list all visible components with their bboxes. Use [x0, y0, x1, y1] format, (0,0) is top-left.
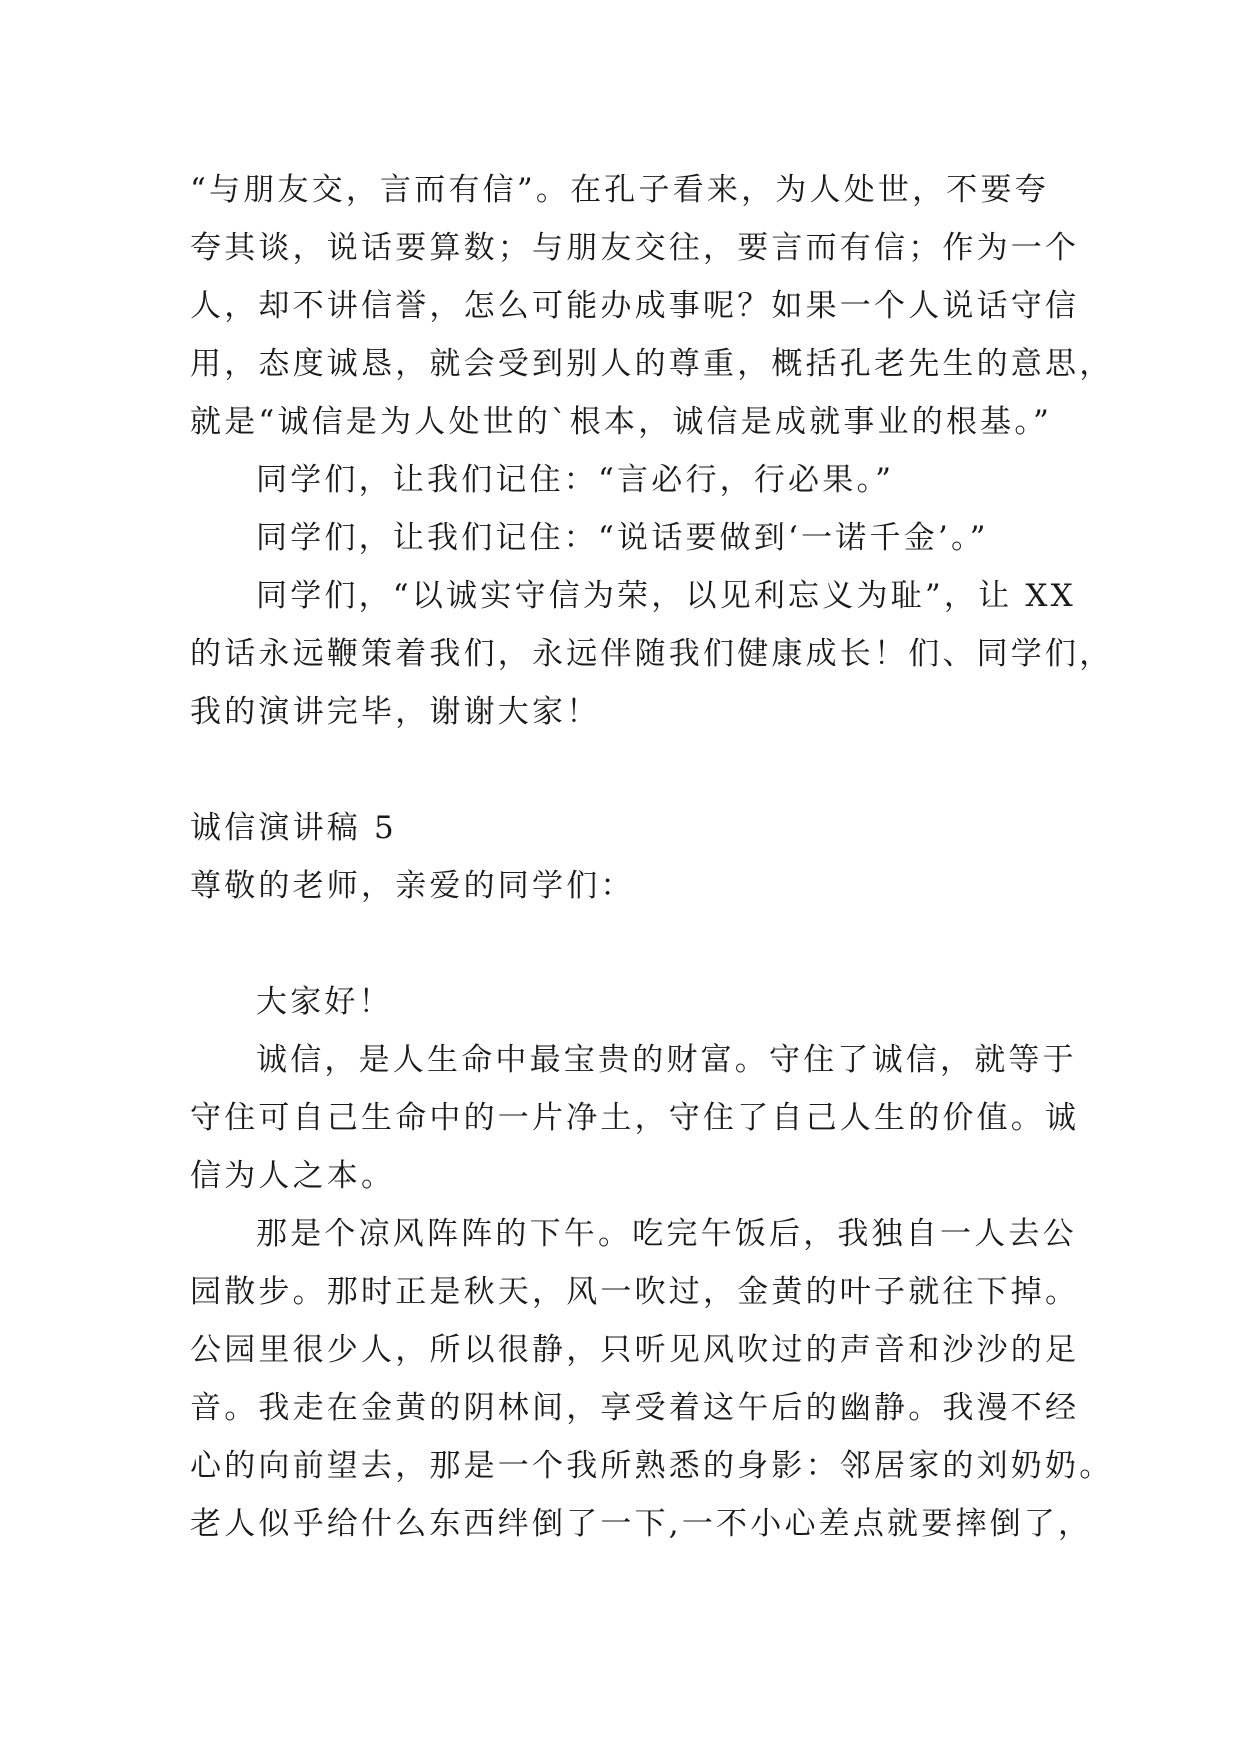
text-line: “与朋友交，言而有信”。在孔子看来，为人处世，不要夸: [190, 172, 1049, 208]
text-line: 守住可自己生命中的一片净土，守住了自己人生的价值。诚: [190, 1100, 1080, 1136]
text-line: 老人似乎给什么东西绊倒了一下,一不小心差点就要摔倒了，: [190, 1506, 1093, 1542]
text-line: 同学们，“以诚实守信为荣，以见利忘义为耻”，让 XX: [256, 578, 1076, 614]
salutation: 尊敬的老师，亲爱的同学们：: [190, 868, 635, 904]
text-line: 我的演讲完毕，谢谢大家！: [190, 694, 601, 730]
section-heading: 诚信演讲稿 5: [190, 810, 397, 846]
text-line: 夸其谈，说话要算数；与朋友交往，要言而有信；作为一个: [190, 230, 1080, 266]
text-line: 园散步。那时正是秋天，风一吹过，金黄的叶子就往下掉。: [190, 1274, 1080, 1310]
text-line: 同学们，让我们记住：“说话要做到‘一诺千金’。”: [256, 520, 989, 556]
text-line: 人，却不讲信誉，怎么可能办成事呢？如果一个人说话守信: [190, 288, 1080, 324]
text-line: 那是个凉风阵阵的下午。吃完午饭后，我独自一人去公: [256, 1216, 1077, 1252]
greeting: 大家好！: [256, 984, 393, 1020]
text-line: 心的向前望去，那是一个我所熟悉的身影：邻居家的刘奶奶。: [190, 1448, 1114, 1484]
text-line: 音。我走在金黄的阴林间，享受着这午后的幽静。我漫不经: [190, 1390, 1080, 1426]
text-line: 就是“诚信是为人处世的`根本，诚信是成就事业的根基。”: [190, 404, 1053, 440]
text-line: 诚信，是人生命中最宝贵的财富。守住了诚信，就等于: [256, 1042, 1077, 1078]
text-line: 用，态度诚恳，就会受到别人的尊重，概括孔老先生的意思，: [190, 346, 1114, 382]
text-line: 公园里很少人，所以很静，只听见风吹过的声音和沙沙的足: [190, 1332, 1080, 1368]
text-line: 同学们，让我们记住：“言必行，行必果。”: [256, 462, 895, 498]
text-line: 的话永远鞭策着我们，永远伴随我们健康成长！们、同学们，: [190, 636, 1114, 672]
text-line: 信为人之本。: [190, 1158, 396, 1194]
